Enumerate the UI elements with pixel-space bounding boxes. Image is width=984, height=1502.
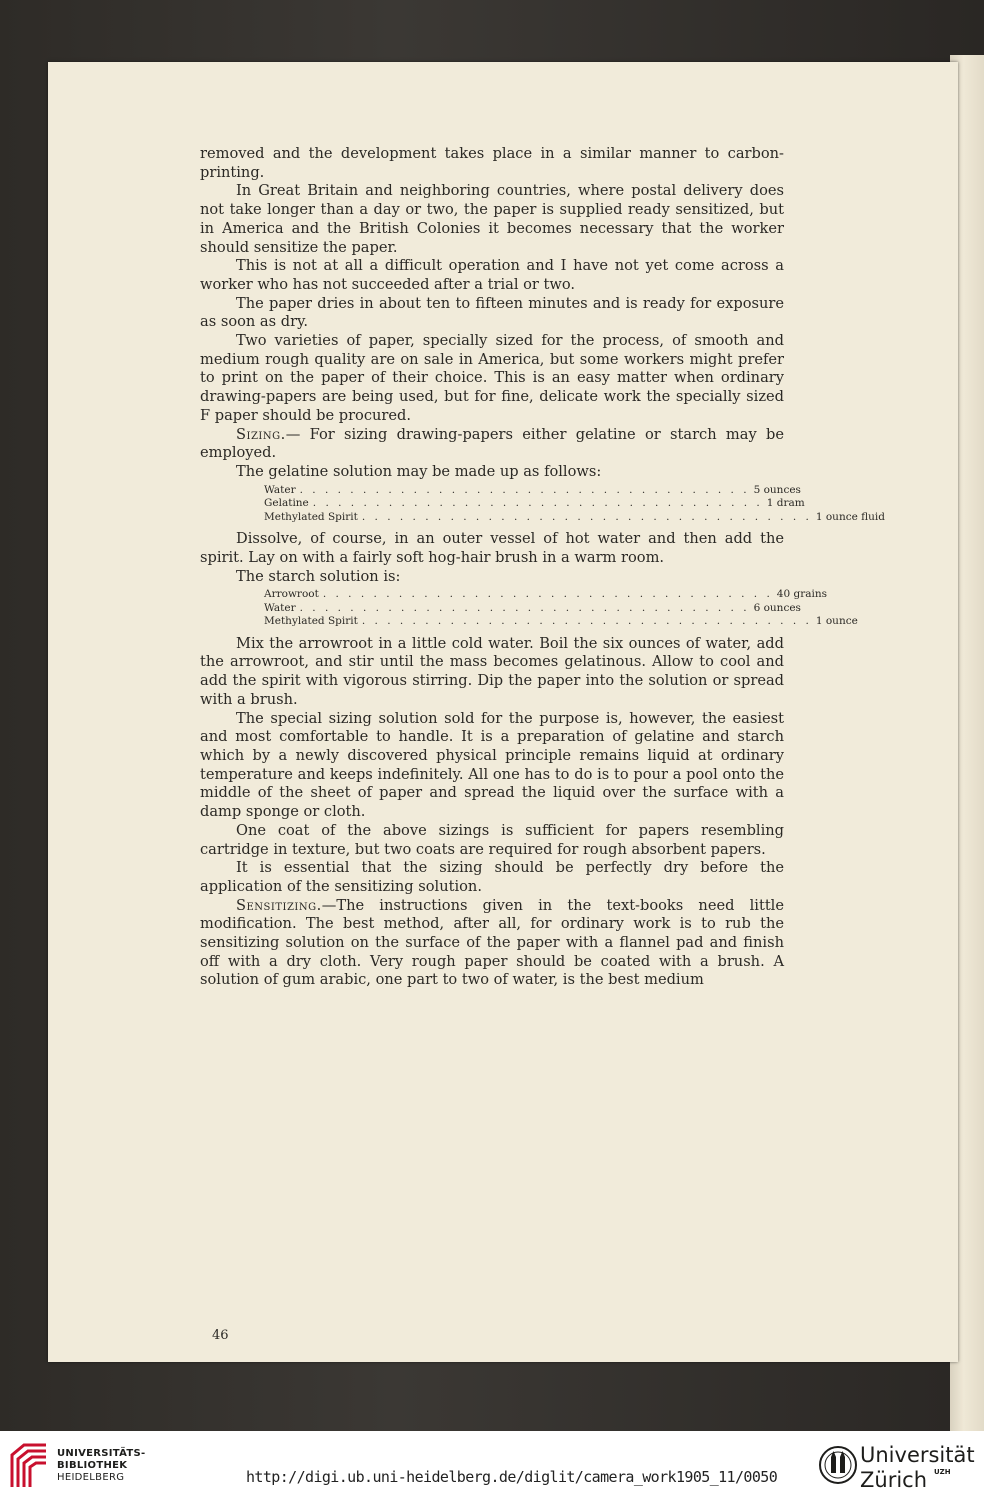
paragraph bbox=[200, 859, 784, 896]
paragraph bbox=[200, 332, 784, 426]
footer-bar bbox=[0, 1431, 984, 1502]
leader-dots: . . . . . . . . . . . . . . . . . . . . . . . . . . . . . . . . . . . . bbox=[299, 601, 750, 614]
ingredient-quantity: 6 ounces bbox=[753, 601, 801, 614]
paragraph-text: —The instructions given in the text-books need little modification. The best method, after all, for ordinary work is to rub the sensitizing solution on the surface of the paper with a flannel pad and finish off with a dry cloth. Very rough paper should be coated with a brush. A solution of gum arabic, one part to two of water, is the best medium bbox=[200, 896, 784, 989]
uzh-name-line-2: Zürich bbox=[860, 1468, 928, 1492]
section-lead: Sensitizing. bbox=[236, 896, 322, 914]
digital-copy-url[interactable]: http://digi.ub.uni-heidelberg.de/diglit/camera_work1905_11/0050 bbox=[246, 1468, 778, 1486]
paragraph-text: Two varieties of paper, specially sized for the process, of smooth and medium rough quality are on sale in America, but some workers might prefer to print on the paper of their choice. This is an easy matter when ordinary drawing-papers are being used, but for fine, delicate work the specially sized F paper should be procured. bbox=[200, 332, 784, 424]
paragraph bbox=[200, 635, 784, 710]
ingredient-quantity: 1 ounce fluid bbox=[815, 510, 885, 523]
paragraph bbox=[200, 568, 784, 587]
recipe-row bbox=[264, 588, 828, 602]
paragraph bbox=[200, 822, 784, 859]
paragraph-text: It is essential that the sizing should be perfectly dry before the application of the sensitizing solution. bbox=[200, 859, 784, 895]
paragraph bbox=[200, 426, 784, 463]
paragraph bbox=[200, 463, 784, 482]
paragraph-text: The paper dries in about ten to fifteen minutes and is ready for exposure as soon as dry. bbox=[200, 294, 784, 331]
gelatine-recipe bbox=[264, 483, 885, 525]
paragraph bbox=[200, 145, 784, 182]
paragraph-text: In Great Britain and neighboring countries, where postal delivery does not take longer than a day or two, the paper is supplied ready sensitized, but in America and the British Colonies it becomes necessary that the worker should sensitize the paper. bbox=[200, 182, 784, 256]
paragraph-text: removed and the development takes place in a similar manner to carbon-printing. bbox=[200, 145, 784, 181]
uzh-name-line-1: Universität bbox=[860, 1443, 975, 1467]
ingredient-quantity: 1 dram bbox=[766, 497, 805, 510]
heidelberg-library-logo[interactable] bbox=[8, 1441, 178, 1493]
paragraph bbox=[200, 295, 784, 332]
paragraph-group-1 bbox=[200, 145, 784, 482]
leader-dots: . . . . . . . . . . . . . . . . . . . . . . . . . . . . . . . . . . . . bbox=[361, 510, 812, 523]
uzh-seal-icon bbox=[818, 1439, 858, 1491]
ingredient-name: Methylated Spirit bbox=[264, 615, 358, 628]
leader-dots: . . . . . . . . . . . . . . . . . . . . . . . . . . . . . . . . . . . . bbox=[299, 483, 750, 496]
library-name-line-1: UNIVERSITÄTS- bbox=[57, 1448, 146, 1459]
starch-recipe bbox=[264, 588, 858, 629]
recipe-row bbox=[264, 601, 801, 616]
ingredient-name: Arrowroot bbox=[264, 588, 319, 601]
ingredient-quantity: 5 ounces bbox=[753, 483, 801, 496]
paragraph-text: The gelatine solution may be made up as follows: bbox=[236, 462, 602, 480]
recipe-row bbox=[264, 497, 805, 511]
library-name-line-3: HEIDELBERG bbox=[57, 1472, 125, 1483]
paragraph bbox=[200, 182, 784, 257]
paragraph-text: Dissolve, of course, in an outer vessel of hot water and then add the spirit. Lay on with a fairly soft hog-hair brush in a warm room. bbox=[200, 530, 784, 566]
paragraph-text: — For sizing drawing-papers either gelatine or starch may be employed. bbox=[200, 425, 784, 462]
recipe-row bbox=[264, 510, 885, 525]
leader-dots: . . . . . . . . . . . . . . . . . . . . . . . . . . . . . . . . . . . . bbox=[361, 615, 812, 628]
paragraph-text: The starch solution is: bbox=[236, 567, 401, 585]
paragraph-text: This is not at all a difficult operation and I have not yet come across a worker who has not succeeded after a trial or two. bbox=[200, 257, 784, 293]
ingredient-quantity: 40 grains bbox=[776, 588, 828, 601]
paragraph-group-2 bbox=[200, 530, 784, 586]
leader-dots: . . . . . . . . . . . . . . . . . . . . . . . . . . . . . . . . . . . . bbox=[312, 497, 763, 510]
paragraph-group-3 bbox=[200, 635, 784, 990]
paragraph bbox=[200, 897, 784, 991]
uzh-logo[interactable] bbox=[818, 1437, 978, 1497]
ingredient-name: Methylated Spirit bbox=[264, 510, 358, 523]
leader-dots: . . . . . . . . . . . . . . . . . . . . . . . . . . . . . . . . . . . . bbox=[322, 588, 773, 601]
paragraph bbox=[200, 530, 784, 567]
ingredient-name: Water bbox=[264, 601, 296, 614]
ingredient-name: Water bbox=[264, 483, 296, 496]
ingredient-quantity: 1 ounce bbox=[815, 615, 858, 628]
heidelberg-logo-icon bbox=[8, 1441, 48, 1489]
paragraph-text: Mix the arrowroot in a little cold water. Boil the six ounces of water, add the arrowroot, and stir until the mass becomes gelatinous. Allow to cool and add the spirit with vigorous stirring. Dip the paper into the solution or spread with a brush. bbox=[200, 634, 784, 708]
paragraph bbox=[200, 257, 784, 294]
recipe-row bbox=[264, 483, 801, 498]
recipe-row bbox=[264, 615, 858, 629]
page-number: 46 bbox=[212, 1328, 229, 1343]
library-name-line-2: BIBLIOTHEK bbox=[57, 1460, 128, 1471]
section-lead: Sizing. bbox=[236, 425, 286, 443]
page-text bbox=[200, 145, 885, 990]
paragraph-text: The special sizing solution sold for the purpose is, however, the easiest and most comfortable to handle. It is a preparation of gelatine and starch which by a newly discovered physical principle remains liquid at ordinary temperature and keeps indefinitely. All one has to do is to pour a pool onto the middle of the sheet of paper and spread the liquid over the surface with a damp sponge or cloth. bbox=[200, 709, 784, 821]
ingredient-name: Gelatine bbox=[264, 497, 309, 510]
paragraph bbox=[200, 710, 784, 822]
paragraph-text: One coat of the above sizings is sufficient for papers resembling cartridge in texture, but two coats are required for rough absorbent papers. bbox=[200, 821, 784, 858]
uzh-abbreviation: UZH bbox=[934, 1468, 951, 1476]
